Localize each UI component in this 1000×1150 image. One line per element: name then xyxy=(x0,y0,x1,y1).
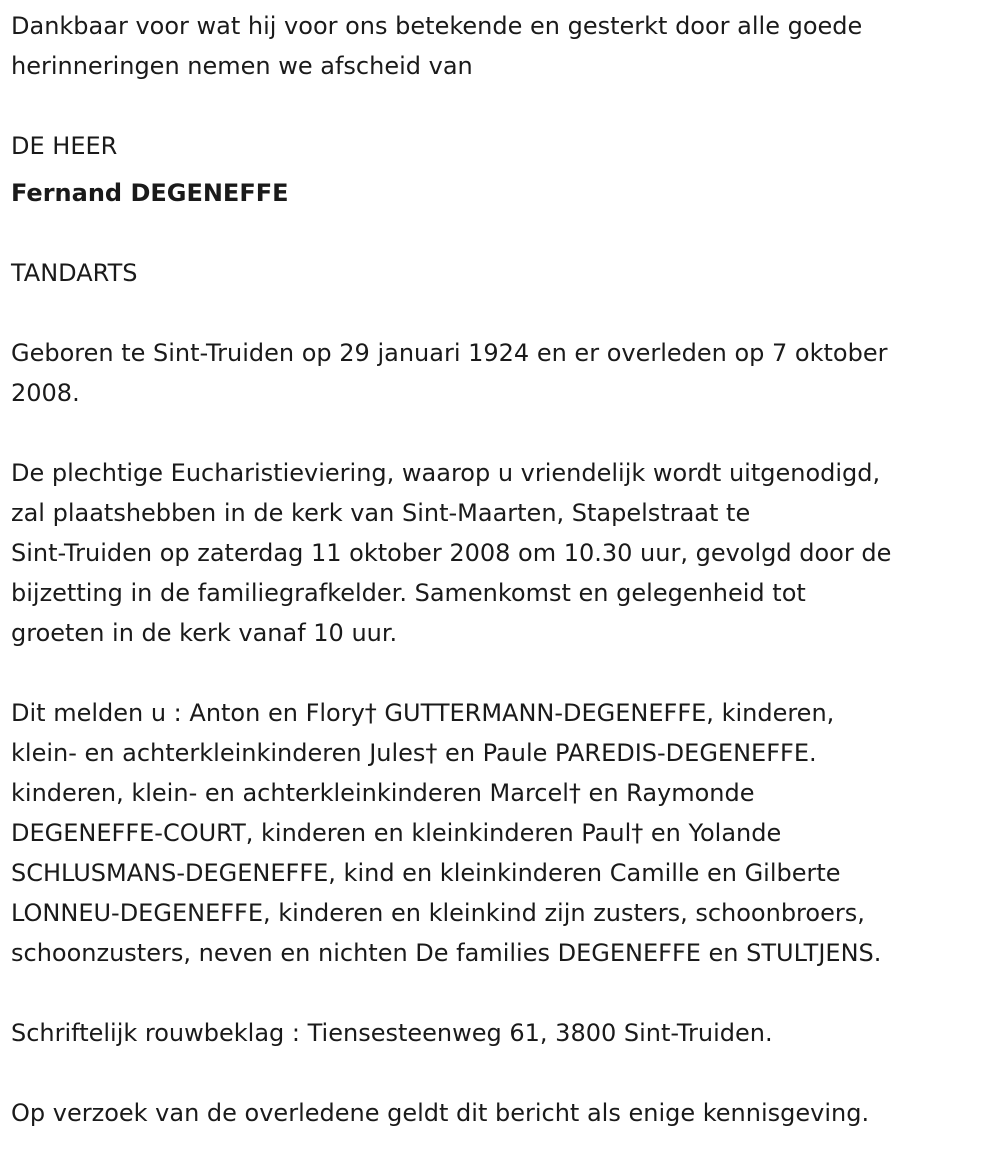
closing-text: Op verzoek van de overledene geldt dit bericht als enige kennisgeving. xyxy=(11,1099,870,1127)
birth-death-text: Geboren te Sint-Truiden op 29 januari 1924 en er overleden op 7 oktober 2008. xyxy=(11,339,888,407)
spacer xyxy=(11,653,991,693)
spacer xyxy=(11,293,991,333)
spacer xyxy=(11,213,991,253)
obituary-notice xyxy=(11,6,991,1133)
family-text: Dit melden u : Anton en Flory† GUTTERMANN-DEGENEFFE, kinderen, klein- en achterkleinkinderen Jules† en Paule PAREDIS-DEGENEFFE. kinderen, klein- en achterkleinkinderen Marcel† en Raymonde DEGENEFFE-COURT, kinderen en kleinkinderen Paul† en Yolande SCHLUSMANS-DEGENEFFE, kind en kleinkinderen Camille en Gilberte LONNEU-DEGENEFFE, kinderen en kleinkind zijn zusters, schoonbroers, schoonzusters, neven en nichten De families DEGENEFFE en STULTJENS. xyxy=(11,699,882,967)
spacer xyxy=(11,1053,991,1093)
spacer xyxy=(11,973,991,1013)
honorific: DE HEER xyxy=(11,132,118,160)
ceremony-text: De plechtige Eucharistieviering, waarop u vriendelijk wordt uitgenodigd, zal plaatshebben in de kerk van Sint-Maarten, Stapelstraat te Sint-Truiden op zaterdag 11 oktober 2008 om 10.30 uur, gevolgd door de bijzetting in de familiegrafkelder. Samenkomst en gelegenheid tot groeten in de kerk vanaf 10 uur. xyxy=(11,459,892,647)
intro-text: Dankbaar voor wat hij voor ons betekende en gesterkt door alle goede herinneringen nemen we afscheid van xyxy=(11,12,863,80)
deceased-name: Fernand DEGENEFFE xyxy=(11,179,289,207)
spacer xyxy=(11,86,991,126)
profession: TANDARTS xyxy=(11,259,138,287)
condolence-address: Schriftelijk rouwbeklag : Tiensesteenweg 61, 3800 Sint-Truiden. xyxy=(11,1019,773,1047)
spacer xyxy=(11,413,991,453)
